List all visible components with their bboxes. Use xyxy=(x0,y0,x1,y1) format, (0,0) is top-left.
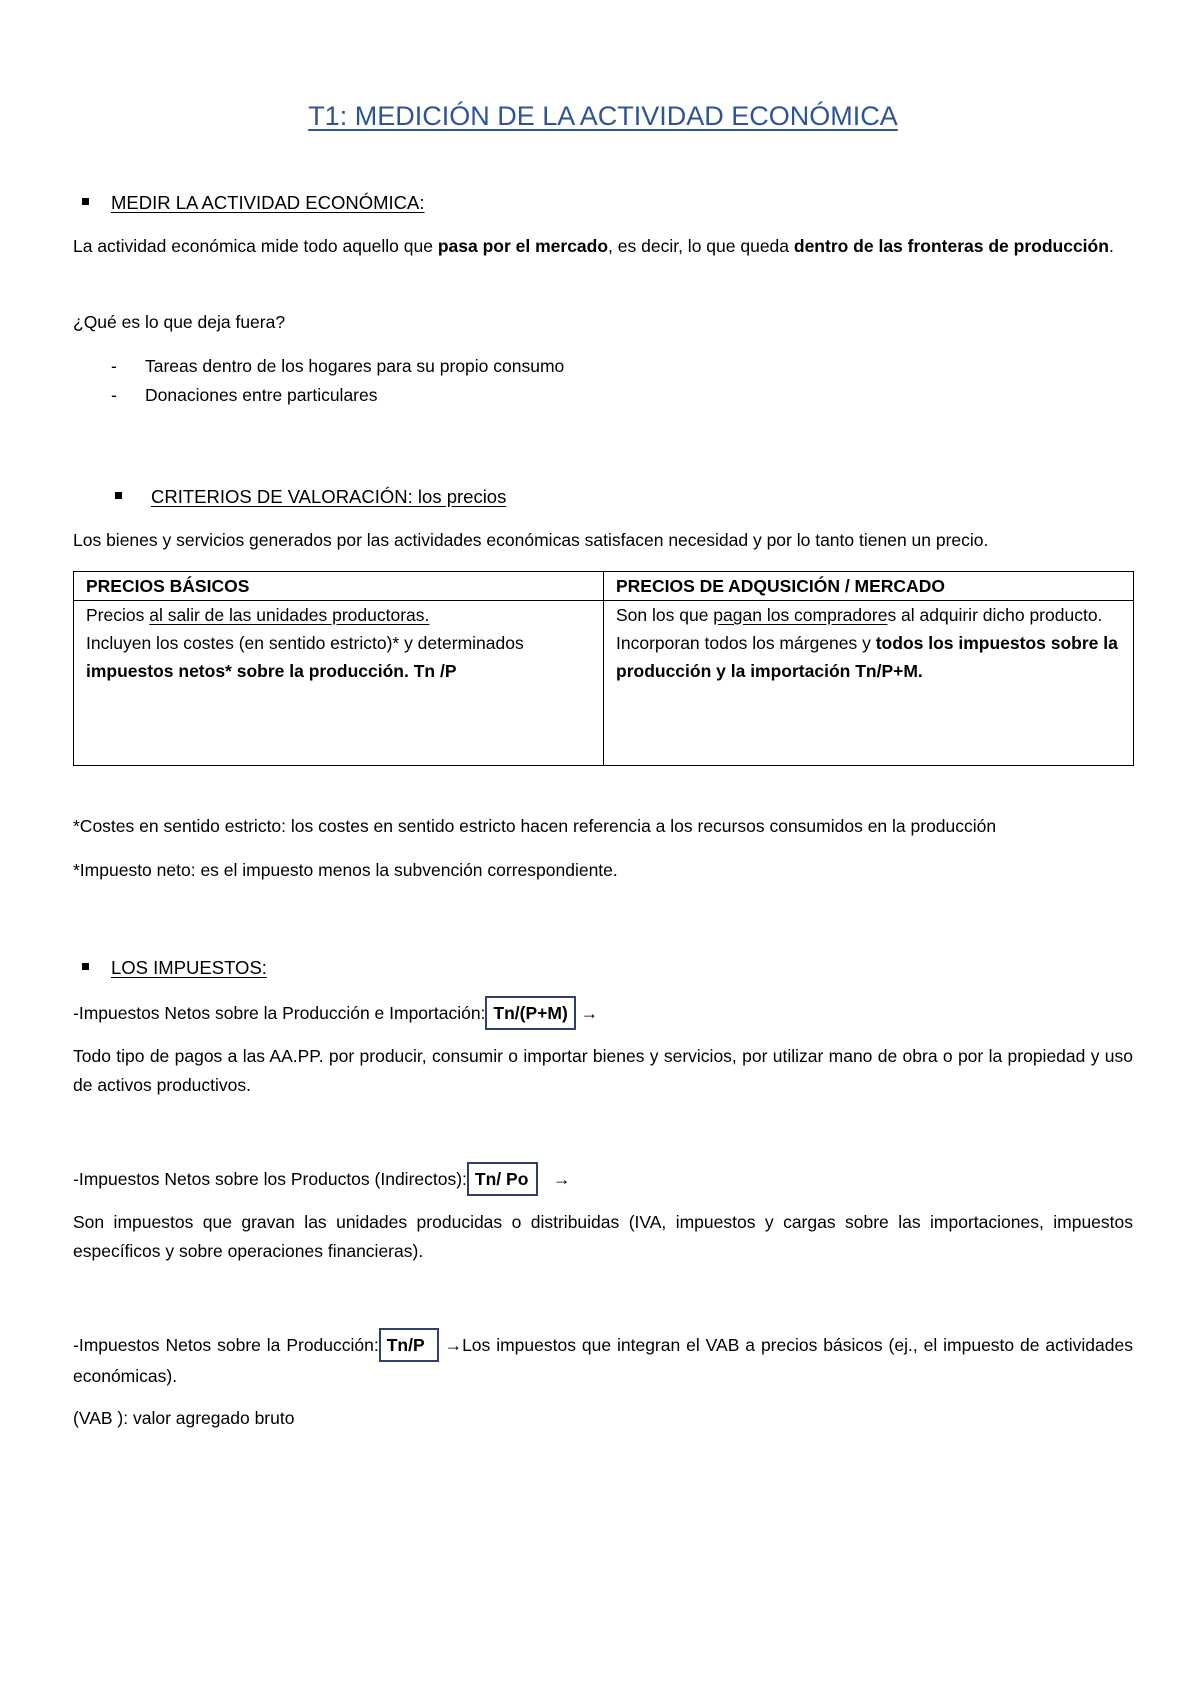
tax-line-produccion: -Impuestos Netos sobre la Producción: Tn/P →Los impuestos que integran el VAB a precios básicos (ej., el impuesto de actividades económicas). xyxy=(73,1328,1133,1391)
square-bullet-icon xyxy=(82,963,89,970)
square-bullet-icon xyxy=(115,492,122,499)
list-item: - Tareas dentro de los hogares para su propio consumo xyxy=(111,356,565,376)
section-heading-text: CRITERIOS DE VALORACIÓN: los precios xyxy=(151,486,507,507)
vab-definition: (VAB ): valor agregado bruto xyxy=(73,1408,295,1428)
section-heading-medir xyxy=(111,188,425,217)
formula-box: Tn/P xyxy=(379,1328,439,1362)
formula-box: Tn/(P+M) xyxy=(485,996,575,1030)
tax-line-productos: -Impuestos Netos sobre los Productos (Indirectos): Tn/ Po → xyxy=(73,1162,1133,1196)
section-heading-impuestos xyxy=(111,953,267,982)
tax-desc-produccion-importacion: Todo tipo de pagos a las AA.PP. por producir, consumir o importar bienes y servicios, por utilizar mano de obra o por la propiedad y uso de activos productivos. xyxy=(73,1046,1133,1095)
right-arrow-icon: → xyxy=(552,1169,571,1189)
list-item: - Donaciones entre particulares xyxy=(111,385,378,405)
table-header-row xyxy=(74,572,1134,601)
table-header-cell: PRECIOS DE ADQUSICIÓN / MERCADO xyxy=(604,572,1134,601)
table-cell-precios-basicos: Precios al salir de las unidades productoras. Incluyen los costes (en sentido estricto)* y determinados impuestos netos* sobre la producción. Tn /P xyxy=(74,601,604,766)
tax-line-produccion-importacion: -Impuestos Netos sobre la Producción e Importación: Tn/(P+M) → xyxy=(73,996,1133,1030)
tax-desc-productos: Son impuestos que gravan las unidades producidas o distribuidas (IVA, impuestos y cargas sobre las importaciones, impuestos específicos y sobre operaciones financieras). xyxy=(73,1212,1133,1261)
section-heading-criterios xyxy=(151,482,506,511)
formula-box: Tn/ Po xyxy=(467,1162,538,1196)
footnote-costes: *Costes en sentido estricto: los costes en sentido estricto hacen referencia a los recursos consumidos en la producción xyxy=(73,816,997,836)
right-arrow-icon: → xyxy=(444,1335,463,1355)
section-heading-text: LOS IMPUESTOS: xyxy=(111,957,267,978)
section-heading-text: MEDIR LA ACTIVIDAD ECONÓMICA: xyxy=(111,192,425,213)
footnote-impuesto-neto: *Impuesto neto: es el impuesto menos la subvención correspondiente. xyxy=(73,860,618,880)
table-header-cell: PRECIOS BÁSICOS xyxy=(74,572,604,601)
document-title: T1: MEDICIÓN DE LA ACTIVIDAD ECONÓMICA xyxy=(308,101,898,131)
prices-table xyxy=(73,571,1134,766)
table-cell-precios-mercado: Son los que pagan los compradores al adquirir dicho producto. Incorporan todos los márgenes y todos los impuestos sobre la producción y la importación Tn/P+M. xyxy=(604,601,1134,766)
right-arrow-icon: → xyxy=(580,1003,599,1023)
square-bullet-icon xyxy=(82,198,89,205)
question-text: ¿Qué es lo que deja fuera? xyxy=(73,312,286,332)
paragraph-actividad: La actividad económica mide todo aquello que pasa por el mercado, es decir, lo que queda dentro de las fronteras de producción. xyxy=(73,236,1114,256)
table-row xyxy=(74,601,1134,766)
paragraph-bienes: Los bienes y servicios generados por las actividades económicas satisfacen necesidad y por lo tanto tienen un precio. xyxy=(73,530,989,550)
